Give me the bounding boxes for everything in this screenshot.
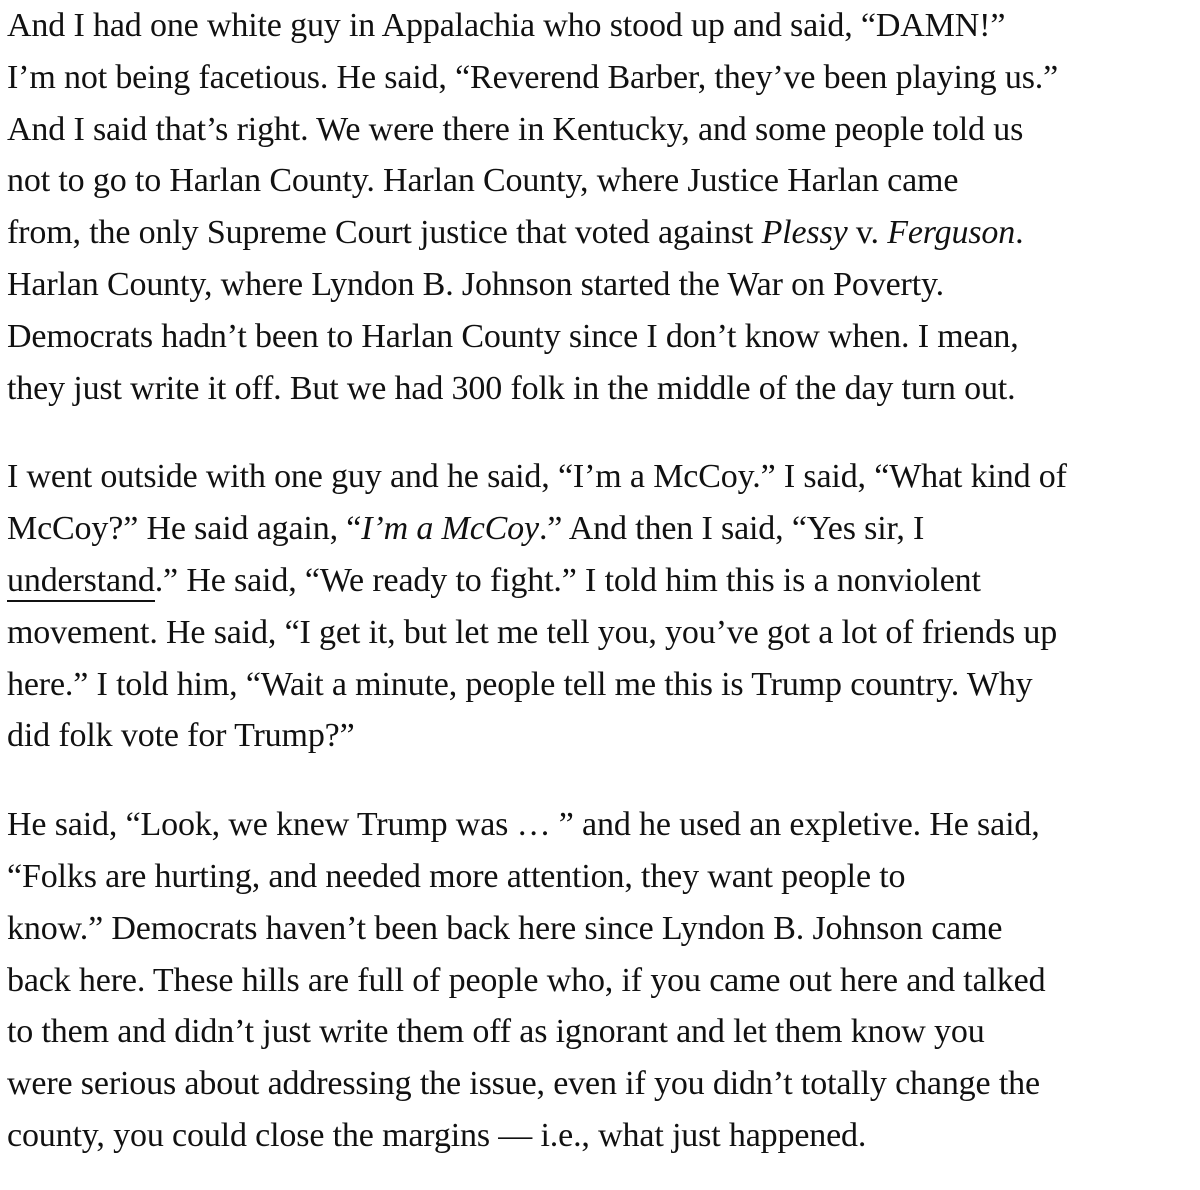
- text-span: Harlan County, where Lyndon B. Johnson started the War on Poverty.: [7, 265, 945, 303]
- text-span: movement. He said, “I get it, but let me tell you, you’ve got a lot of friends up: [7, 613, 1058, 651]
- case-name-ferguson: Ferguson: [887, 214, 1016, 252]
- text-span: And I had one white guy in Appalachia who stood up and said, “DAMN!”: [7, 7, 1006, 44]
- text-span: .: [1015, 214, 1024, 252]
- text-line: [7, 451, 1193, 503]
- text-span: to them and didn’t just write them off as ignorant and let them know you: [7, 1013, 985, 1051]
- text-line: [7, 799, 1193, 851]
- text-span: know.” Democrats haven’t been back here since Lyndon B. Johnson came: [7, 909, 1003, 947]
- text-span: .” He said, “We ready to fight.” I told him this is a nonviolent: [154, 561, 981, 599]
- text-span: v.: [847, 214, 888, 252]
- text-line: [7, 659, 1193, 711]
- text-span: county, you could close the margins — i.e., what just happened.: [7, 1116, 867, 1154]
- text-line: [7, 1058, 1193, 1110]
- text-line: [7, 0, 1193, 52]
- text-line: [7, 52, 1193, 104]
- text-span: And I said that’s right. We were there in Kentucky, and some people told us: [7, 110, 1024, 148]
- text-line: [7, 1110, 1193, 1162]
- text-span: from, the only Supreme Court justice that voted against: [7, 214, 762, 252]
- text-span: back here. These hills are full of people who, if you came out here and talked: [7, 961, 1046, 999]
- text-span: did folk vote for Trump?”: [7, 717, 355, 755]
- paragraph-3: [7, 799, 1193, 1162]
- paragraph-2: [7, 451, 1193, 762]
- text-span: not to go to Harlan County. Harlan County, where Justice Harlan came: [7, 162, 959, 200]
- text-span: He said, “Look, we knew Trump was … ” and he used an expletive. He said,: [7, 806, 1040, 844]
- text-line: [7, 955, 1193, 1007]
- text-line: [7, 607, 1193, 659]
- text-span: I went outside with one guy and he said, “I’m a McCoy.” I said, “What kind of: [7, 458, 1067, 496]
- text-span: Democrats hadn’t been to Harlan County since I don’t know when. I mean,: [7, 317, 1019, 355]
- text-line: [7, 207, 1193, 259]
- text-line: [7, 363, 1193, 415]
- text-line: [7, 259, 1193, 311]
- text-span: here.” I told him, “Wait a minute, people tell me this is Trump country. Why: [7, 665, 1033, 703]
- text-line: [7, 311, 1193, 363]
- text-line: [7, 1006, 1193, 1058]
- text-line: [7, 710, 1193, 762]
- understand-link[interactable]: understand: [7, 562, 155, 602]
- emphasis-text: I’m a McCoy: [361, 510, 539, 548]
- text-span: I’m not being facetious. He said, “Reverend Barber, they’ve been playing us.”: [7, 58, 1059, 96]
- text-span: they just write it off. But we had 300 folk in the middle of the day turn out.: [7, 369, 1016, 407]
- paragraph-1: [7, 0, 1193, 414]
- text-line: [7, 555, 1193, 607]
- article-body: [7, 0, 1193, 1162]
- text-span: McCoy?” He said again, “: [7, 510, 362, 548]
- text-line: [7, 155, 1193, 207]
- text-line: [7, 903, 1193, 955]
- text-line: [7, 503, 1193, 555]
- text-span: were serious about addressing the issue, even if you didn’t totally change the: [7, 1065, 1040, 1103]
- text-line: [7, 851, 1193, 903]
- case-name-plessy: Plessy: [761, 214, 848, 252]
- text-line: [7, 104, 1193, 156]
- text-span: .” And then I said, “Yes sir, I: [538, 510, 925, 548]
- text-span: “Folks are hurting, and needed more attention, they want people to: [7, 857, 906, 895]
